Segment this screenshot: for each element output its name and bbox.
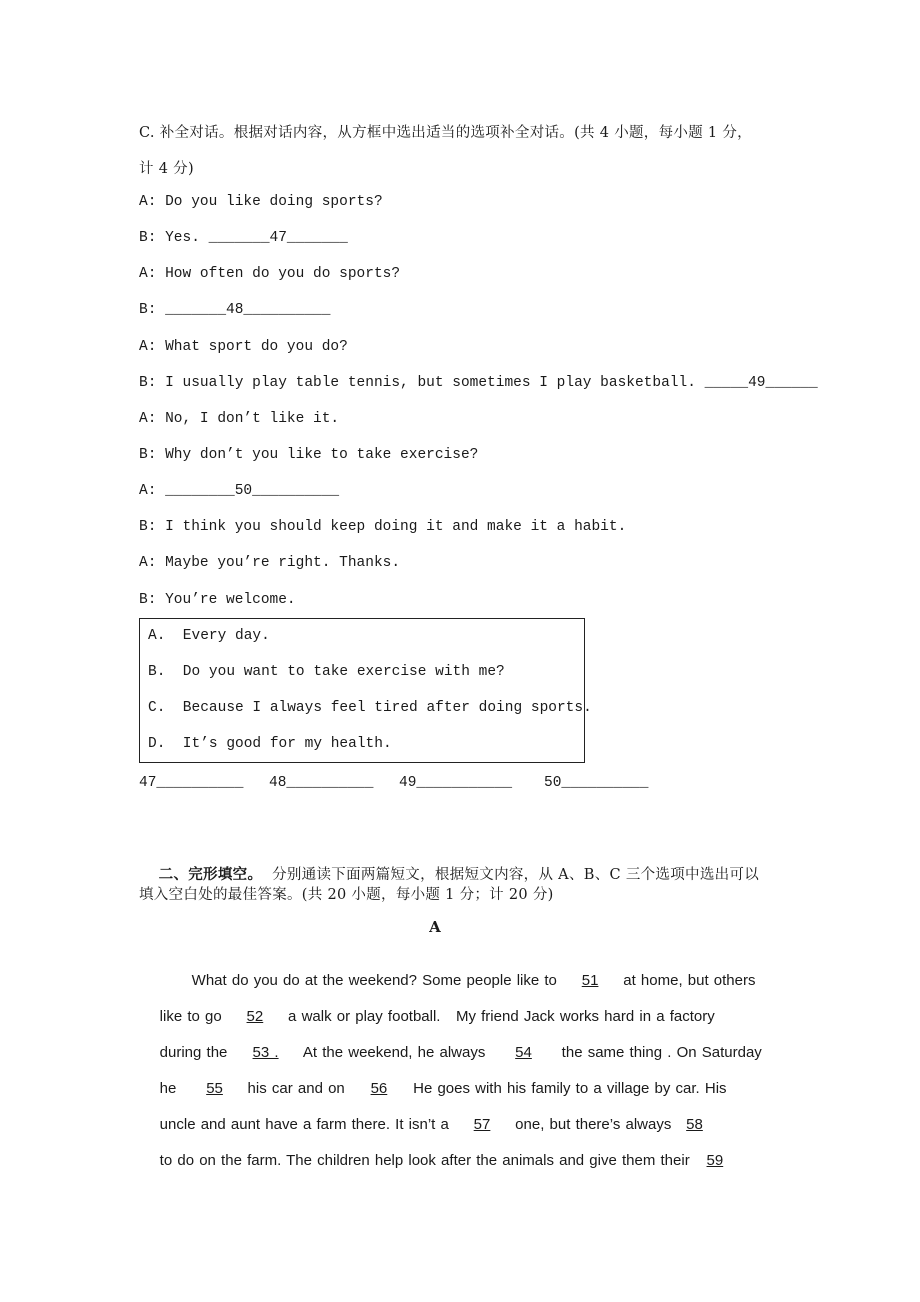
- passage-title: A: [429, 918, 441, 936]
- passage-line: like to go 52 a walk or play football. My friend Jack works hard in a factory: [159, 1008, 715, 1025]
- answer-blank-50[interactable]: 50__________: [544, 775, 649, 791]
- option-b: B. Do you want to take exercise with me?: [148, 664, 505, 680]
- cloze-blank-52[interactable]: 52: [246, 1008, 264, 1025]
- section-c-instruction-cont: 计 4 分): [139, 161, 194, 177]
- section-2-instruction-text: 分别通读下面两篇短文，根据短文内容，从 A、B、C 三个选项中选出可以: [272, 867, 760, 883]
- cloze-blank-54[interactable]: 54: [515, 1044, 532, 1061]
- cloze-blank-59[interactable]: 59: [706, 1152, 724, 1169]
- section-2-instruction-cont: 填入空白处的最佳答案。(共 20 小题，每小题 1 分；计 20 分): [139, 887, 554, 903]
- passage-line: to do on the farm. The children help look after the animals and give them their 59: [139, 1135, 735, 1186]
- dialogue-line: A: No, I don’t like it.: [139, 411, 340, 427]
- cloze-blank-56[interactable]: 56: [370, 1080, 388, 1097]
- section-c-instruction: C. 补全对话。根据对话内容，从方框中选出适当的选项补全对话。(共 4 小题，每小题 1 分，: [139, 125, 752, 141]
- option-c: C. Because I always feel tired after doing sports.: [148, 700, 592, 716]
- dialogue-line: B: Yes. _______47_______: [139, 230, 348, 246]
- cloze-blank-58[interactable]: 58: [686, 1116, 703, 1133]
- dialogue-line: A: How often do you do sports?: [139, 266, 401, 282]
- options-box: [139, 618, 592, 763]
- passage-line: What do you do at the weekend? Some people like to 51 at home, but others: [191, 972, 756, 989]
- option-d: D. It’s good for my health.: [148, 736, 392, 752]
- cloze-blank-57[interactable]: 57: [473, 1116, 491, 1133]
- cloze-blank-51[interactable]: 51: [581, 972, 599, 989]
- answer-blank-47[interactable]: 47__________: [139, 775, 244, 791]
- answer-blank-48[interactable]: 48__________: [269, 775, 374, 791]
- dialogue-line: B: I usually play table tennis, but sometimes I play basketball. _____49______: [139, 375, 818, 391]
- dialogue-line: B: _______48__________: [139, 302, 331, 318]
- dialogue-line: B: You’re welcome.: [139, 592, 296, 608]
- dialogue-line: B: I think you should keep doing it and make it a habit.: [139, 519, 627, 535]
- cloze-blank-55[interactable]: 55: [206, 1080, 223, 1097]
- dialogue-line: A: ________50__________: [139, 483, 340, 499]
- dialogue-line: A: Maybe you’re right. Thanks.: [139, 555, 401, 571]
- passage-line: he 55 his car and on 56 He goes with his family to a village by car. His: [159, 1080, 727, 1097]
- cloze-blank-53[interactable]: 53 .: [252, 1044, 279, 1061]
- passage-line: uncle and aunt have a farm there. It isn’t a 57 one, but there’s always 58: [139, 1099, 713, 1150]
- dialogue-line: A: Do you like doing sports?: [139, 194, 383, 210]
- section-2-heading: 二、完形填空。: [158, 866, 263, 883]
- answer-blank-49[interactable]: 49___________: [399, 775, 513, 791]
- option-a: A. Every day.: [148, 628, 270, 644]
- dialogue-line: B: Why don’t you like to take exercise?: [139, 447, 479, 463]
- dialogue-line: A: What sport do you do?: [139, 339, 348, 355]
- passage-line: during the 53 . At the weekend, he always 54 the same thing . On Saturday: [159, 1044, 762, 1061]
